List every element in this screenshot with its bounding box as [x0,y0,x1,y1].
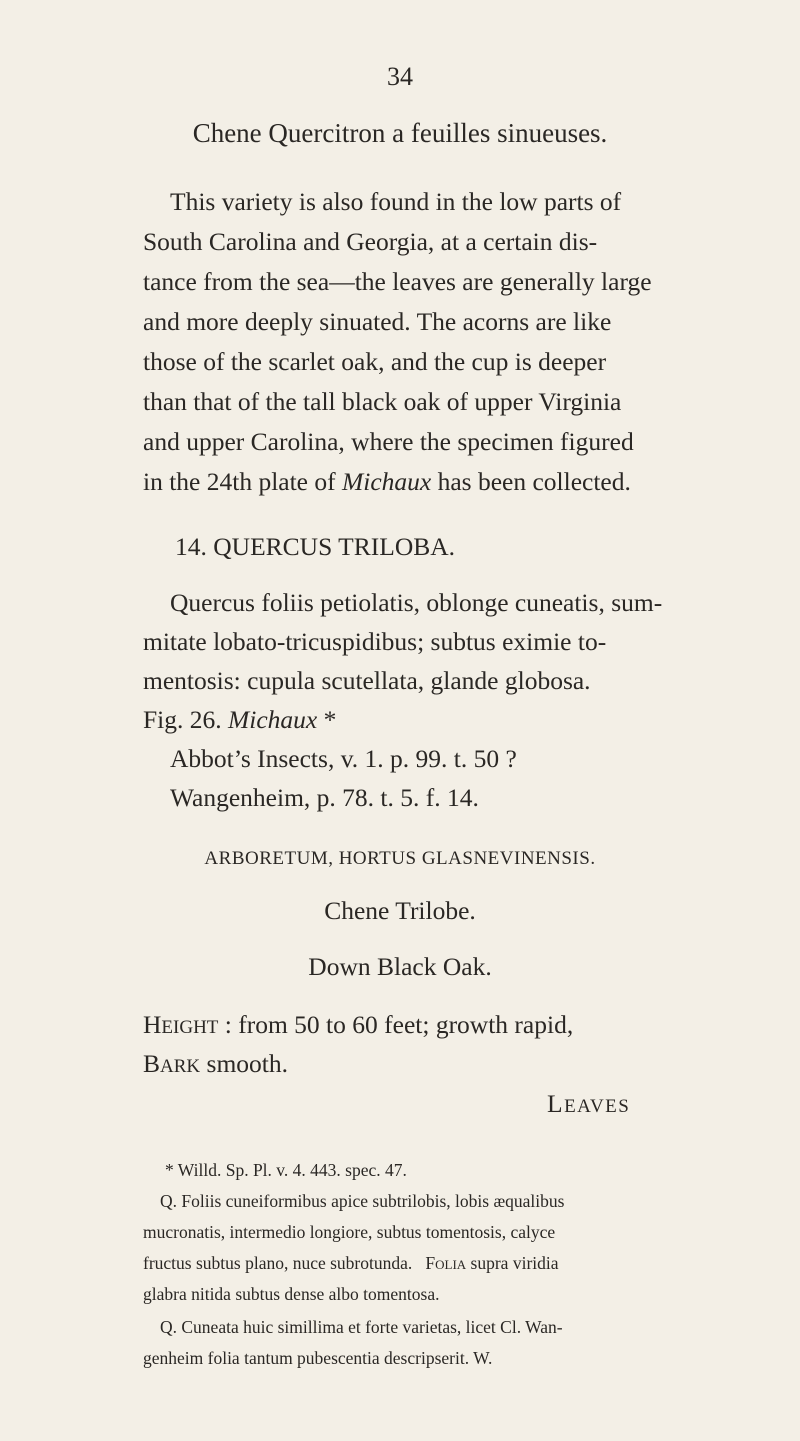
initial-cap: B [143,1049,161,1078]
bark-line [143,1049,288,1079]
author-name: Michaux [342,467,432,496]
latin-line: mitate lobato-tricuspidibus; subtus eximie to- [143,627,607,656]
latin-line: mentosis: cupula scutellata, glande globosa. [143,666,591,695]
text-run: Fig. 26. [143,705,229,734]
text-run: in the 24th plate of [143,467,342,496]
arboretum-heading: ARBORETUM, HORTUS GLASNEVINENSIS. [204,848,596,869]
paragraph-line: those of the scarlet oak, and the cup is deeper [143,347,607,376]
author-name: Michaux [228,705,318,734]
text-run: has been collected. [431,467,631,496]
species-title: 14. QUERCUS TRILOBA. [175,532,456,561]
small-caps: OLIA [435,1257,467,1272]
paragraph-line [143,467,631,497]
initial-cap: F [425,1253,436,1273]
paragraph-line: and more deeply sinuated. The acorns are like [143,307,612,336]
reference-line: Wangenheim, p. 78. t. 5. f. 14. [170,783,479,812]
latin-line: Quercus foliis petiolatis, oblonge cuneatis, sum- [170,588,663,617]
footnote-line: * Willd. Sp. Pl. v. 4. 443. spec. 47. [165,1160,407,1180]
footnote-line: Q. Cuneata huic simillima et forte varietas, licet Cl. Wan- [160,1317,563,1337]
reference-line: Abbot’s Insects, v. 1. p. 99. t. 50 ? [170,744,517,773]
common-name-english: Down Black Oak. [308,952,492,981]
small-caps: EAVES [564,1096,631,1117]
catchword [547,1089,630,1119]
common-name-french: Chene Trilobe. [324,896,476,925]
footnote-line: genheim folia tantum pubescentia descripserit. W. [143,1348,493,1368]
text-run: supra viridia [466,1253,559,1273]
paragraph-line: tance from the sea—the leaves are generally large [143,267,652,296]
small-caps: ARK [160,1056,201,1077]
initial-cap: H [143,1010,162,1039]
footnote-line: glabra nitida subtus dense albo tomentosa. [143,1284,440,1304]
small-caps: EIGHT [161,1017,219,1038]
height-line [143,1010,573,1040]
figure-reference [143,705,336,735]
text-run: : from 50 to 60 feet; growth rapid, [218,1010,574,1039]
text-run: fructus subtus plano, nuce subrotunda. [143,1253,413,1273]
footnote-line: Q. Foliis cuneiformibus apice subtrilobis, lobis æqualibus [160,1191,565,1211]
footnote-line [143,1253,559,1274]
paragraph-line: and upper Carolina, where the specimen figured [143,427,634,456]
page-number: 34 [387,62,413,91]
footnote-marker: * [317,705,337,734]
paragraph-line: South Carolina and Georgia, at a certain dis- [143,227,598,256]
paragraph-line: than that of the tall black oak of upper Virginia [143,387,622,416]
paragraph-line: This variety is also found in the low parts of [170,187,622,216]
text-run: smooth. [200,1049,288,1078]
footnote-line: mucronatis, intermedio longiore, subtus tomentosis, calyce [143,1222,556,1242]
initial-cap: L [547,1089,565,1118]
section-heading: Chene Quercitron a feuilles sinueuses. [192,118,608,148]
